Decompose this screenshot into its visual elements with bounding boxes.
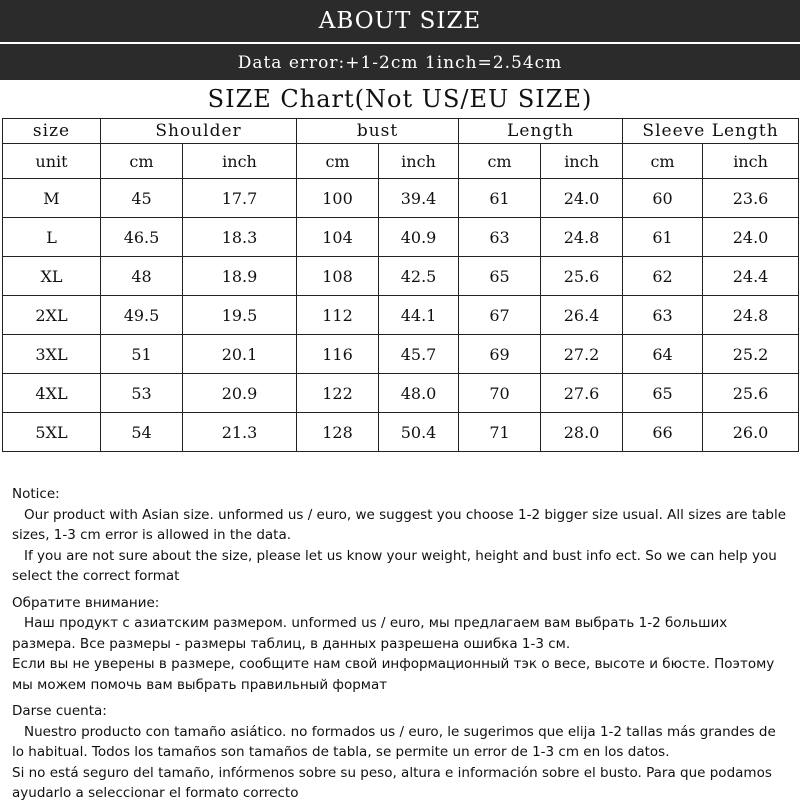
notice-spanish [12,701,792,804]
table-header-row [3,119,799,144]
notice-english [12,484,792,587]
size-chart-title: SIZE Chart(Not US/EU SIZE) [207,85,593,113]
unit-cell: cm [623,144,703,179]
header-shoulder: Shoulder [101,119,297,144]
table-cell: 18.3 [183,218,297,257]
table-row [3,335,799,374]
unit-cell: inch [703,144,799,179]
about-size-banner [0,0,800,42]
table-cell: 122 [297,374,379,413]
table-row [3,296,799,335]
size-chart-table [2,118,799,452]
unit-cell: cm [459,144,541,179]
table-row [3,257,799,296]
table-cell: 100 [297,179,379,218]
size-label: XL [3,257,101,296]
table-cell: 54 [101,413,183,452]
table-cell: 20.1 [183,335,297,374]
table-cell: 42.5 [379,257,459,296]
table-cell: 24.0 [541,179,623,218]
table-cell: 64 [623,335,703,374]
unit-cell: cm [297,144,379,179]
size-label: 5XL [3,413,101,452]
notice-paragraph: Si no está seguro del tamaño, infórmenos sobre su peso, altura e información sobre el busto. Para que podamos ayudarlo a seleccionar el formato correcto [12,764,772,801]
table-cell: 25.6 [703,374,799,413]
table-cell: 104 [297,218,379,257]
table-cell: 45 [101,179,183,218]
table-cell: 17.7 [183,179,297,218]
table-cell: 25.6 [541,257,623,296]
table-cell: 50.4 [379,413,459,452]
data-error-banner [0,42,800,80]
table-cell: 66 [623,413,703,452]
table-cell: 63 [459,218,541,257]
table-cell: 69 [459,335,541,374]
table-row [3,218,799,257]
notice-paragraph: Наш продукт с азиатским размером. unformed us / euro, мы предлагаем вам выбрать 1-2 больших размера. Все размеры - размеры таблиц, в данных разрешена ошибка 1-3 см. [12,615,728,652]
table-cell: 24.4 [703,257,799,296]
table-cell: 25.2 [703,335,799,374]
table-cell: 61 [623,218,703,257]
notice-russian [12,593,792,696]
table-cell: 70 [459,374,541,413]
table-cell: 23.6 [703,179,799,218]
table-cell: 63 [623,296,703,335]
table-cell: 21.3 [183,413,297,452]
table-cell: 61 [459,179,541,218]
notice-heading: Darse cuenta: [12,703,107,719]
table-cell: 44.1 [379,296,459,335]
table-cell: 62 [623,257,703,296]
unit-cell: inch [379,144,459,179]
table-cell: 49.5 [101,296,183,335]
table-cell: 18.9 [183,257,297,296]
table-cell: 28.0 [541,413,623,452]
header-size: size [3,119,101,144]
table-cell: 108 [297,257,379,296]
table-cell: 48 [101,257,183,296]
table-cell: 24.0 [703,218,799,257]
table-cell: 46.5 [101,218,183,257]
table-row [3,179,799,218]
table-cell: 20.9 [183,374,297,413]
table-cell: 26.4 [541,296,623,335]
notice-paragraph: Our product with Asian size. unformed us / euro, we suggest you choose 1-2 bigger size usual. All sizes are table sizes, 1-3 cm error is allowed in the data. [12,506,787,543]
table-unit-row [3,144,799,179]
table-cell: 128 [297,413,379,452]
size-label: 4XL [3,374,101,413]
table-row [3,374,799,413]
size-label: 2XL [3,296,101,335]
size-label: 3XL [3,335,101,374]
unit-cell: inch [541,144,623,179]
table-cell: 19.5 [183,296,297,335]
header-length: Length [459,119,623,144]
table-cell: 40.9 [379,218,459,257]
unit-cell: inch [183,144,297,179]
notice-paragraph: Если вы не уверены в размере, сообщите нам свой информационный тэк о весе, высоте и бюсте. Поэтому мы можем помочь вам выбрать правильный формат [12,656,775,693]
header-bust: bust [297,119,459,144]
table-cell: 65 [623,374,703,413]
unit-cell: unit [3,144,101,179]
table-cell: 27.6 [541,374,623,413]
notice-heading: Notice: [12,486,60,502]
table-cell: 65 [459,257,541,296]
size-label: M [3,179,101,218]
table-cell: 45.7 [379,335,459,374]
about-size-title: ABOUT SIZE [318,8,482,34]
table-cell: 27.2 [541,335,623,374]
notice-paragraph: If you are not sure about the size, please let us know your weight, height and bust info ect. So we can help you select the correct format [12,547,777,584]
table-cell: 53 [101,374,183,413]
data-error-note: Data error:+1-2cm 1inch=2.54cm [237,53,563,73]
size-label: L [3,218,101,257]
notice-paragraph: Nuestro producto con tamaño asiático. no formados us / euro, le sugerimos que elija 1-2 tallas más grandes de lo habitual. Todos los tamaños son tamaños de tabla, se permite un error de 1-3 cm en los datos. [12,723,776,760]
table-cell: 24.8 [703,296,799,335]
table-cell: 24.8 [541,218,623,257]
table-cell: 51 [101,335,183,374]
table-cell: 60 [623,179,703,218]
table-cell: 67 [459,296,541,335]
notice-heading: Обратите внимание: [12,594,160,611]
table-cell: 39.4 [379,179,459,218]
unit-cell: cm [101,144,183,179]
table-cell: 48.0 [379,374,459,413]
table-row [3,413,799,452]
table-cell: 26.0 [703,413,799,452]
header-sleeve-length: Sleeve Length [623,119,799,144]
notes-section [12,484,792,804]
table-cell: 112 [297,296,379,335]
table-cell: 71 [459,413,541,452]
table-cell: 116 [297,335,379,374]
